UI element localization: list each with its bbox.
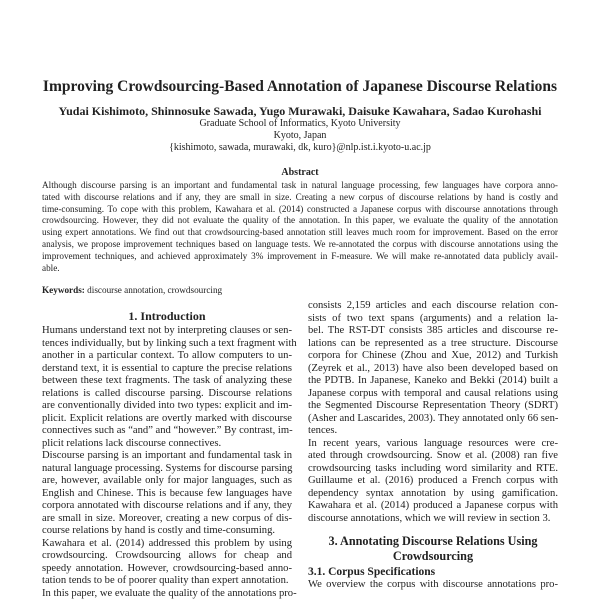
body-line: analysis, we propose improvement techniques based on language tests. We re-annotated the corpus with discourse annotations using the xyxy=(42,238,558,249)
left-column-body xyxy=(42,325,297,600)
body-line: are, however, available only for major languages, such as xyxy=(42,475,292,486)
body-line: Discourse parsing is an important and fundamental task in xyxy=(42,450,292,461)
body-line: relations is called discourse parsing. Discourse relations xyxy=(42,387,292,399)
affiliation-location: Kyoto, Japan xyxy=(273,130,327,141)
body-line: the Segmented Discourse Representation Theory (SDRT) xyxy=(308,400,558,411)
body-line: using expert annotations. We find out that crowdsourcing-based annotation still leaves much room for improvement. Based on the error xyxy=(42,227,558,238)
body-line: improvement techniques, and achieved approximately 3% improvement in F-measure. We will make re-annotated data publicly avail- xyxy=(42,250,558,261)
body-line: bel. The RST-DT consists 385 articles and discourse re- xyxy=(308,325,558,336)
affiliation-emails: {kishimoto, sawada, murawaki, dk, kuro}@nlp.ist.i.kyoto-u.ac.jp xyxy=(169,142,431,153)
body-line: plicit relations lack discourse connectives. xyxy=(42,437,222,449)
body-line: tences. xyxy=(308,425,338,436)
body-line: discourse annotations, which we will review in section 3. xyxy=(308,512,551,524)
body-line: Humans understand text not by interpreting clauses or sen- xyxy=(42,325,292,336)
body-line: Although discourse parsing is an important and fundamental task in natural language processing, few languages have corpora anno- xyxy=(42,180,558,190)
body-line: the PDTB. In Japanese, Kaneko and Bekki (2014) built a xyxy=(308,375,558,386)
body-line: derstand text, it is essential to capture the precise relations xyxy=(42,362,292,374)
abstract-heading: Abstract xyxy=(281,167,319,178)
author-list: Yudai Kishimoto, Shinnosuke Sawada, Yugo Murawaki, Daisuke Kawahara, Sadao Kurohashi xyxy=(58,104,542,118)
section-heading-3-line: Crowdsourcing xyxy=(392,549,474,563)
body-line: speedy annotation. However, crowdsourcing-based anno- xyxy=(42,562,292,574)
section-heading-3-line: 3. Annotating Discourse Relations Using xyxy=(328,534,538,548)
body-line: ated through crowdsourcing. Snow et al. (2008) ran five xyxy=(308,450,558,461)
body-line: are small in size. Moreover, creating a new corpus of dis- xyxy=(42,512,292,524)
body-line: connectives such as “and” and “however.” By contrast, im- xyxy=(42,425,293,436)
body-line: corpora annotated with discourse relations and if any, they xyxy=(42,500,292,511)
body-line: Kawahara et al. (2014) produced a Japanese corpus with xyxy=(308,500,558,511)
body-line: are conventionally divided into two types: explicit and im- xyxy=(42,400,292,411)
body-line: tated with discourse relations and if any, they are small in size. Creating a new corpus of discourse relations by hand is costly and xyxy=(42,191,558,202)
body-line: plicit. Explicit relations are overtly marked with discourse xyxy=(42,412,292,424)
body-line: tation tends to be of poorer quality than expert annotation. xyxy=(42,575,289,586)
body-line: lations can be represented as a tree structure. Discourse xyxy=(308,337,558,349)
body-line: consists 2,159 articles and each discourse relation con- xyxy=(308,300,558,311)
body-line: sists of two text spans (arguments) and a relation la- xyxy=(308,312,558,324)
body-line: (Zeyrek et al., 2013) have also been developed based on xyxy=(308,362,558,374)
body-line: natural language processing. Systems for discourse parsing xyxy=(42,462,293,474)
affiliation-institution: Graduate School of Informatics, Kyoto University xyxy=(199,118,401,129)
body-line: We overview the corpus with discourse annotations pro- xyxy=(308,578,558,590)
body-line: (Asher and Lascarides, 2003). They annotated only 66 sen- xyxy=(308,412,559,424)
keywords xyxy=(42,285,222,295)
body-line: English and Chinese. This is because few languages have xyxy=(42,487,292,499)
paper-title: Improving Crowdsourcing-Based Annotation of Japanese Discourse Relations xyxy=(42,78,558,95)
keywords-label: Keywords: xyxy=(42,285,85,295)
keywords-text: discourse annotation, crowdsourcing xyxy=(87,285,223,295)
body-line: corpora for Chinese (Zhou and Xue, 2012) and Turkish xyxy=(308,350,558,361)
body-line: time-consuming. To cope with this problem, Kawahara et al. (2014) constructed a Japanese corpus with discourse annotations through xyxy=(42,203,558,214)
body-line: crowdsourcing. However, they did not evaluate the quality of the annotation. In this paper, we evaluate the quality of the annotation xyxy=(42,215,558,226)
body-line: Guillaume et al. (2016) produced a French corpus with xyxy=(308,475,558,486)
body-line: Kawahara et al. (2014) addressed this problem by using xyxy=(42,537,292,549)
body-line: course relations by hand is costly and time-consuming. xyxy=(42,525,276,536)
body-line: another in a particular context. To allow computers to un- xyxy=(42,350,292,361)
body-line: In recent years, various language resources were cre- xyxy=(308,437,558,449)
subsection-heading-3-1: 3.1. Corpus Specifications xyxy=(308,566,436,578)
right-column xyxy=(308,300,558,591)
body-line: between these text fragments. The task of analyzing these xyxy=(42,375,292,386)
abstract-body xyxy=(42,180,558,274)
body-line: Japanese corpus with temporal and causal relations using xyxy=(308,387,558,399)
section-heading-3 xyxy=(308,534,558,564)
body-line: tences individually, but by linking such a text fragment with xyxy=(42,337,297,349)
body-line: crowdsourcing. Crowdsourcing allows for cheap and xyxy=(42,550,292,561)
right-column-body xyxy=(308,300,558,525)
body-line: dependency syntax annotation by using gamification. xyxy=(308,487,558,499)
body-line: crowdsourcing tasks including word similarity and RTE. xyxy=(308,462,558,474)
body-line: able. xyxy=(42,262,60,273)
section-heading-introduction: 1. Introduction xyxy=(128,309,206,323)
body-line: In this paper, we evaluate the quality of the annotations pro- xyxy=(42,587,297,599)
